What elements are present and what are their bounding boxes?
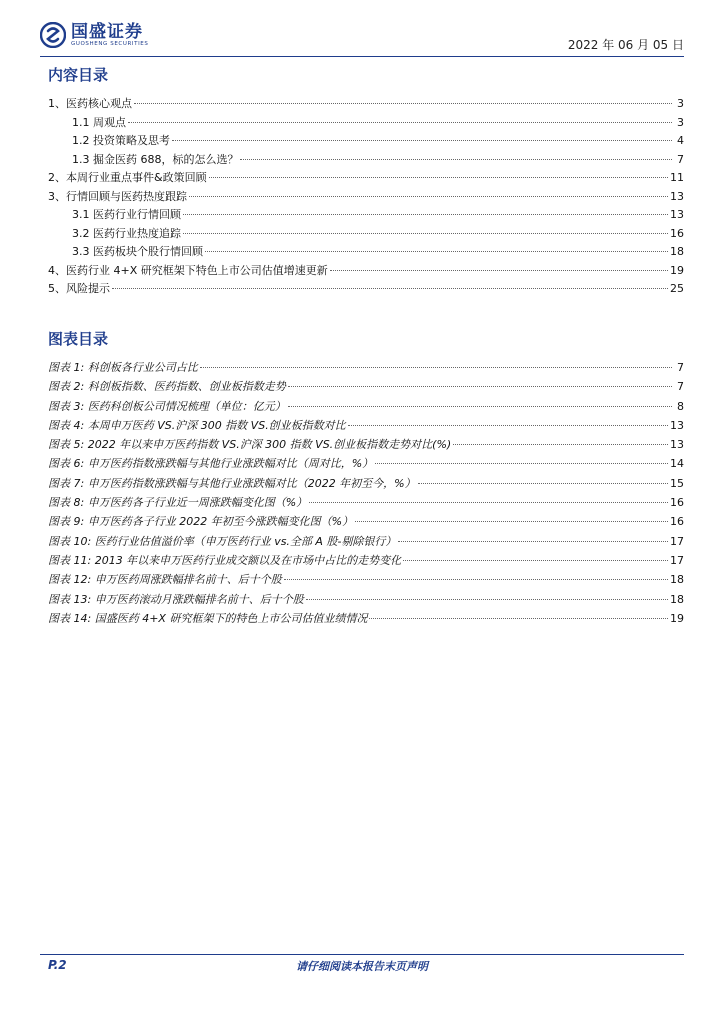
figure-entry-label: 图表 4: 本周申万医药 VS.沪深 300 指数 VS.创业板指数对比 xyxy=(48,418,346,432)
toc-entry-label: 3、行情回顾与医药热度跟踪 xyxy=(48,189,187,203)
figure-entry[interactable] xyxy=(48,591,684,610)
figure-entry[interactable] xyxy=(48,552,684,571)
figure-entry-label: 图表 1: 科创板各行业公司占比 xyxy=(48,361,198,374)
toc-entry-page: 16 xyxy=(670,226,684,240)
figure-entry-page: 13 xyxy=(670,418,684,432)
figure-entry-page: 17 xyxy=(670,534,684,548)
figure-entry-label: 图表 10: 医药行业估值溢价率（申万医药行业 vs.全部 A 股-剔除银行） xyxy=(48,534,397,548)
toc-entry[interactable] xyxy=(48,262,684,281)
brand-logo-icon xyxy=(40,22,66,48)
toc-entry[interactable] xyxy=(48,280,684,299)
figure-entry[interactable] xyxy=(48,359,684,378)
figures-list xyxy=(48,359,684,629)
toc-entry-label: 4、医药行业 4+X 研究框架下特色上市公司估值增速更新 xyxy=(48,263,328,277)
dot-leader xyxy=(284,579,668,580)
toc-entry[interactable] xyxy=(48,243,684,262)
figure-entry-page: 7 xyxy=(677,380,684,394)
toc-entry-label: 2、本周行业重点事件&政策回顾 xyxy=(48,171,207,184)
figure-entry-label: 图表 7: 申万医药指数涨跌幅与其他行业涨跌幅对比（2022 年初至今，%） xyxy=(48,476,416,490)
figure-entry-page: 16 xyxy=(670,496,684,510)
figure-entry[interactable] xyxy=(48,494,684,513)
dot-leader xyxy=(306,599,668,600)
toc-entry-label: 3.2 医药行业热度追踪 xyxy=(72,226,181,240)
toc-entry[interactable] xyxy=(48,188,684,207)
dot-leader xyxy=(288,406,672,407)
toc-entry[interactable] xyxy=(48,169,684,188)
toc-entry-page: 19 xyxy=(670,263,684,277)
figure-entry[interactable] xyxy=(48,533,684,552)
figure-entry-label: 图表 2: 科创板指数、医药指数、创业板指数走势 xyxy=(48,380,286,394)
figure-entry[interactable] xyxy=(48,398,684,417)
figure-entry[interactable] xyxy=(48,513,684,532)
figure-entry-page: 17 xyxy=(670,553,684,567)
figures-title: 图表目录 xyxy=(48,330,109,348)
brand-name-en: GUOSHENG SECURITIES xyxy=(71,40,149,47)
brand-name-cn: 国盛证券 xyxy=(71,21,143,42)
toc-entry-page: 4 xyxy=(677,134,684,147)
figure-entry-page: 18 xyxy=(670,573,684,587)
dot-leader xyxy=(398,541,668,542)
toc-entry-page: 11 xyxy=(670,171,684,184)
figure-entry-label: 图表 11: 2013 年以来申万医药行业成交额以及在市场中占比的走势变化 xyxy=(48,553,402,567)
toc-entry-label: 3.1 医药行业行情回顾 xyxy=(72,208,181,221)
figure-entry-page: 19 xyxy=(670,611,684,625)
toc-entry-label: 3.3 医药板块个股行情回顾 xyxy=(72,245,203,258)
figure-entry-label: 图表 14: 国盛医药 4+X 研究框架下的特色上市公司估值业绩情况 xyxy=(48,611,368,625)
figure-entry[interactable] xyxy=(48,475,684,494)
figure-entry[interactable] xyxy=(48,571,684,590)
dot-leader xyxy=(128,122,672,123)
figure-entry-label: 图表 13: 申万医药滚动月涨跌幅排名前十、后十个股 xyxy=(48,592,304,606)
brand-logo xyxy=(40,22,148,48)
figure-entry-label: 图表 3: 医药科创板公司情况梳理（单位：亿元） xyxy=(48,399,286,413)
dot-leader xyxy=(288,386,672,387)
dot-leader xyxy=(330,270,668,271)
toc-entry-page: 25 xyxy=(670,282,684,295)
footer-divider xyxy=(40,954,684,955)
dot-leader xyxy=(375,463,668,464)
toc-entry[interactable] xyxy=(48,206,684,225)
toc-entry-label: 1.3 掘金医药 688，标的怎么选？ xyxy=(72,152,239,166)
toc-entry-page: 3 xyxy=(677,115,684,129)
dot-leader xyxy=(209,177,668,178)
dot-leader xyxy=(418,483,668,484)
figure-entry-page: 13 xyxy=(670,438,684,452)
dot-leader xyxy=(172,140,672,141)
dot-leader xyxy=(355,521,668,522)
report-date: 2022 年 06 月 05 日 xyxy=(567,38,684,52)
disclaimer-notice: 请仔细阅读本报告末页声明 xyxy=(296,960,428,973)
page-number: P.2 xyxy=(48,958,67,972)
dot-leader xyxy=(134,103,672,104)
figure-entry-label: 图表 6: 申万医药指数涨跌幅与其他行业涨跌幅对比（周对比，%） xyxy=(48,457,374,471)
toc-entry[interactable] xyxy=(48,95,684,114)
header-divider xyxy=(40,56,684,57)
toc-entry-label: 1.1 周观点 xyxy=(72,115,126,129)
figure-entry[interactable] xyxy=(48,378,684,397)
toc-entry-page: 13 xyxy=(670,208,684,221)
toc-entry-page: 13 xyxy=(670,189,684,203)
figure-entry-page: 18 xyxy=(670,592,684,606)
figure-entry-page: 8 xyxy=(677,399,684,413)
dot-leader xyxy=(112,288,668,289)
dot-leader xyxy=(189,196,668,197)
figure-entry-label: 图表 5: 2022 年以来申万医药指数 VS.沪深 300 指数 VS.创业板指数走势对比(%) xyxy=(48,438,452,452)
toc-entry[interactable] xyxy=(48,132,684,151)
toc-title: 内容目录 xyxy=(48,66,109,84)
dot-leader xyxy=(453,444,668,445)
dot-leader xyxy=(240,159,672,160)
page-header xyxy=(40,22,684,56)
dot-leader xyxy=(205,251,668,252)
figure-entry-label: 图表 8: 申万医药各子行业近一周涨跌幅变化图（%） xyxy=(48,496,308,510)
figure-entry-page: 15 xyxy=(670,476,684,490)
toc-entry[interactable] xyxy=(48,114,684,133)
dot-leader xyxy=(183,214,668,215)
dot-leader xyxy=(200,367,672,368)
figure-entry[interactable] xyxy=(48,436,684,455)
toc-entry-page: 3 xyxy=(677,97,684,110)
figure-entry[interactable] xyxy=(48,417,684,436)
dot-leader xyxy=(348,425,668,426)
toc-entry-page: 18 xyxy=(670,245,684,258)
figure-entry-label: 图表 12: 申万医药周涨跌幅排名前十、后十个股 xyxy=(48,573,282,587)
figure-entry-label: 图表 9: 申万医药各子行业 2022 年初至今涨跌幅变化图（%） xyxy=(48,515,354,529)
toc-entry-label: 1、医药核心观点 xyxy=(48,97,132,110)
figure-entry[interactable] xyxy=(48,610,684,629)
dot-leader xyxy=(369,618,668,619)
figure-entry-page: 7 xyxy=(677,361,684,374)
figure-entry[interactable] xyxy=(48,455,684,474)
figure-entry-page: 16 xyxy=(670,515,684,529)
toc-entry-page: 7 xyxy=(677,152,684,166)
toc-entry-label: 5、风险提示 xyxy=(48,282,110,295)
dot-leader xyxy=(183,233,668,234)
toc-entry[interactable] xyxy=(48,225,684,244)
toc-entry-label: 1.2 投资策略及思考 xyxy=(72,134,170,147)
figure-entry-page: 14 xyxy=(670,457,684,471)
dot-leader xyxy=(403,560,668,561)
toc-entry[interactable] xyxy=(48,151,684,170)
toc-list xyxy=(48,95,684,299)
dot-leader xyxy=(309,502,668,503)
